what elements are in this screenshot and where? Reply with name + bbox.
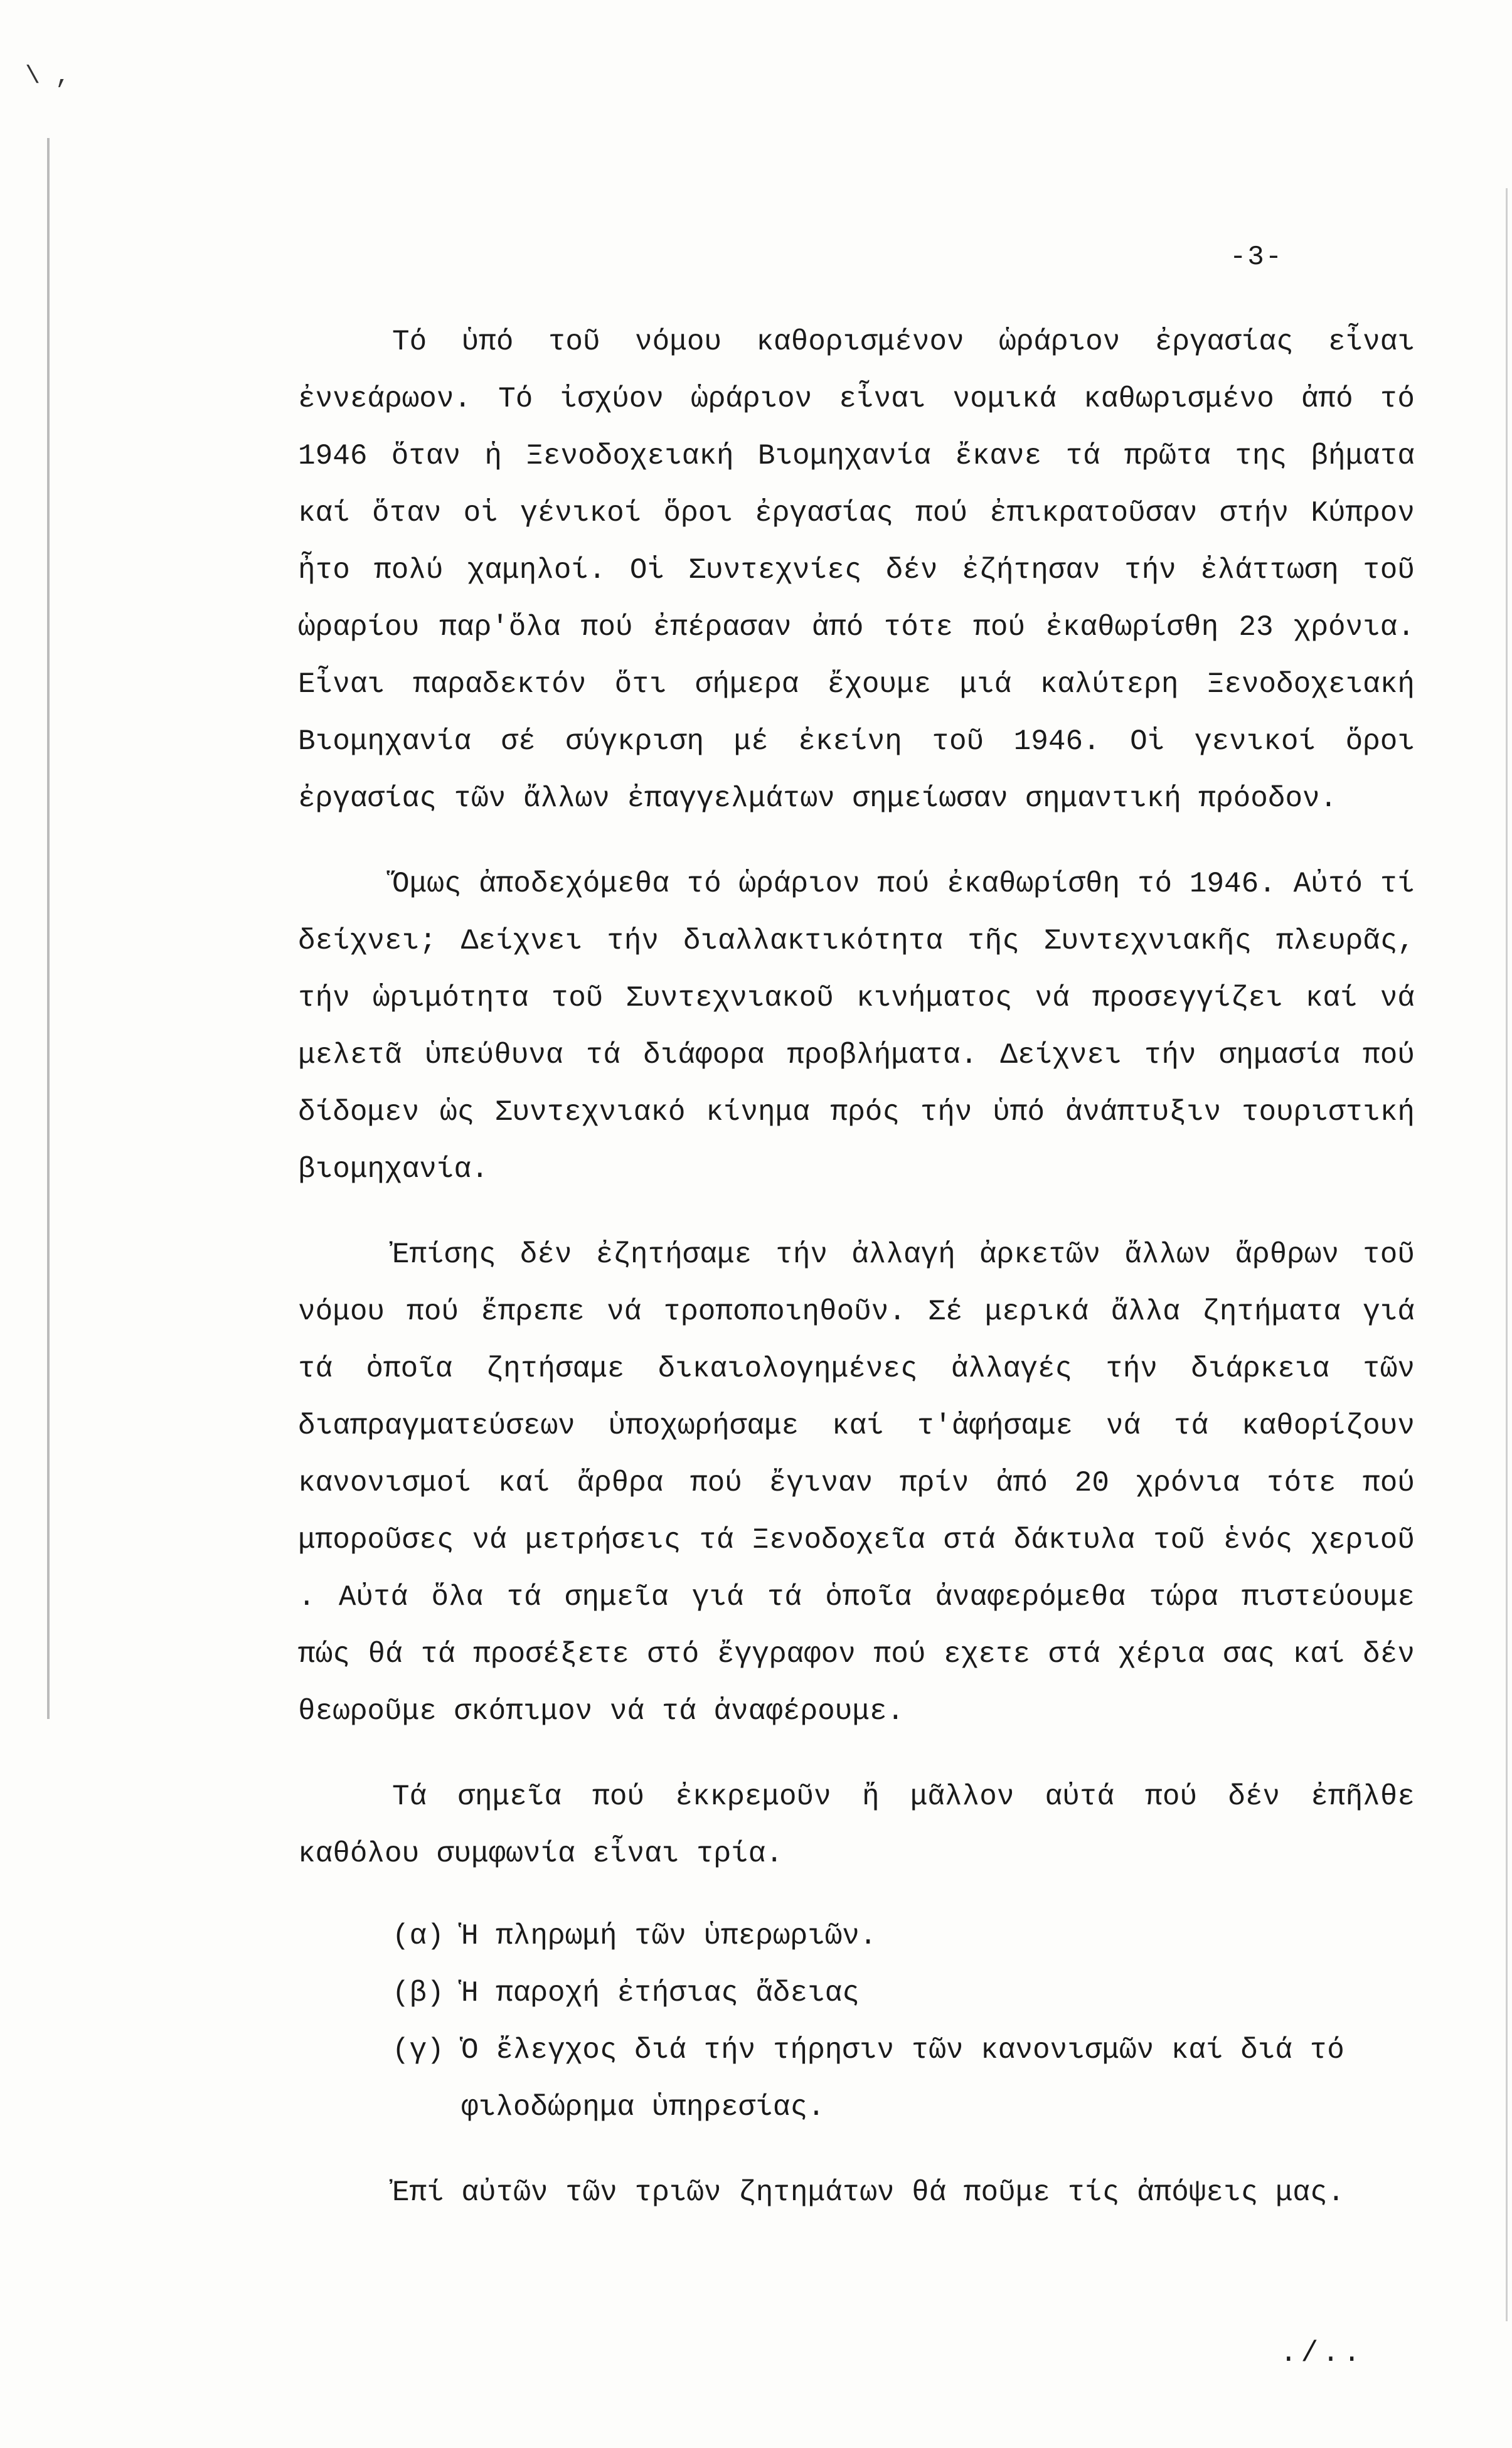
closing-paragraph: Ἐπί αὐτῶν τῶν τριῶν ζητημάτων θά ποῦμε τίς ἀπόψεις μας.: [392, 2176, 1345, 2209]
paragraph-working-hours: Τό ὑπό τοῦ νόμου καθορισμένον ὡράριον ἐργασίας εἶναι ἐννεάρωον. Τό ἰσχύον ὡράριον εἶναι νομικά καθωρισμένο ἀπό τό 1946 ὅταν ἡ Ξενοδοχειακή Βιομηχανία ἔκανε τά πρῶτα της βήματα καί ὅταν οἱ γένικοί ὅροι ἐργασίας πού ἐπικρατοῦσαν στήν Κύπρον ἦτο πολύ χαμηλοί. Οἱ Συντεχνίες δέν ἐζήτησαν τήν ἐλάττωση τοῦ ὡραρίου παρ'ὅλα πού ἐπέρασαν ἀπό τότε πού ἐκαθωρίσθη 23 χρόνια. Εἶναι παραδεκτόν ὅτι σήμερα ἔχουμε μιά καλύτερη Ξενοδοχειακή Βιομηχανία σέ σύγκριση μέ ἐκείνη τοῦ 1946. Οἱ γενικοί ὅροι ἐργασίας τῶν ἄλλων ἐπαγγελμάτων σημείωσαν σημαντική πρόοδον.: [298, 326, 1415, 815]
corner-mark: \ ,: [25, 63, 71, 91]
list-marker: (β): [392, 1977, 444, 2009]
list-item-text: Ἡ πληρωμή τῶν ὑπερωριῶν.: [461, 1920, 877, 1952]
paragraph-pending-points: Τά σημεῖα πού ἐκκρεμοῦν ἤ μᾶλλον αὐτά πού δέν ἐπῆλθε καθόλου συμφωνία εἶναι τρία.: [298, 1780, 1415, 1870]
list-marker: (γ): [392, 2034, 444, 2067]
list-marker: (α): [392, 1920, 444, 1952]
list-item: [298, 2022, 1415, 2136]
page-number: -3-: [1230, 242, 1284, 273]
letter-body: [298, 314, 1415, 2222]
right-margin-mark: [1506, 188, 1508, 2321]
paragraph-other-articles: Ἐπίσης δέν ἐζητήσαμε τήν ἀλλαγή ἀρκετῶν ἄλλων ἄρθρων τοῦ νόμου πού ἔπρεπε νά τροποποιηθοῦν. Σέ μερικά ἄλλα ζητήματα γιά τά ὁποῖα ζητήσαμε δικαιολογημένες ἀλλαγές τήν διάρκεια τῶν διαπραγματεύσεων ὑποχωρήσαμε καί τ'ἀφήσαμε νά τά καθορίζουν κανονισμοί καί ἄρθρα πού ἔγιναν πρίν ἀπό 20 χρόνια τότε πού μποροῦσες νά μετρήσεις τά Ξενοδοχεῖα στά δάκτυλα τοῦ ἑνός χεριοῦ . Αὐτά ὅλα τά σημεῖα γιά τά ὁποῖα ἀναφερόμεθα τώρα πιστεύουμε πώς θά τά προσέξετε στό ἔγγραφον πού εχετε στά χέρια σας καί δέν θεωροῦμε σκόπιμον νά τά ἀναφέρουμε.: [298, 1238, 1415, 1728]
pending-points-list: [298, 1908, 1415, 2136]
paragraph-acceptance: Ὅμως ἀποδεχόμεθα τό ὡράριον πού ἐκαθωρίσθη τό 1946. Αὐτό τί δείχνει; Δείχνει τήν διαλλακτικότητα τῆς Συντεχνιακῆς πλευρᾶς, τήν ὡριμότητα τοῦ Συντεχνιακοῦ κινήματος νά προσεγγίζει καί νά μελετᾶ ὑπεύθυνα τά διάφορα προβλήματα. Δείχνει τήν σημασία πού δίδομεν ὡς Συντεχνιακό κίνημα πρός τήν ὑπό ἀνάπτυξιν τουριστική βιομηχανία.: [298, 868, 1415, 1186]
list-item-text: Ἡ παροχή ἐτήσιας ἄδειας: [461, 1977, 860, 2009]
continuation-mark: ./..: [1280, 2337, 1365, 2370]
list-item: [298, 1908, 1415, 1965]
list-item-text: Ὁ ἔλεγχος διά τήν τήρησιν τῶν κανονισμῶν καί διά τό φιλοδώρημα ὑπηρεσίας.: [461, 2034, 1344, 2124]
left-margin-mark: [47, 138, 50, 1719]
list-item: [298, 1965, 1415, 2022]
